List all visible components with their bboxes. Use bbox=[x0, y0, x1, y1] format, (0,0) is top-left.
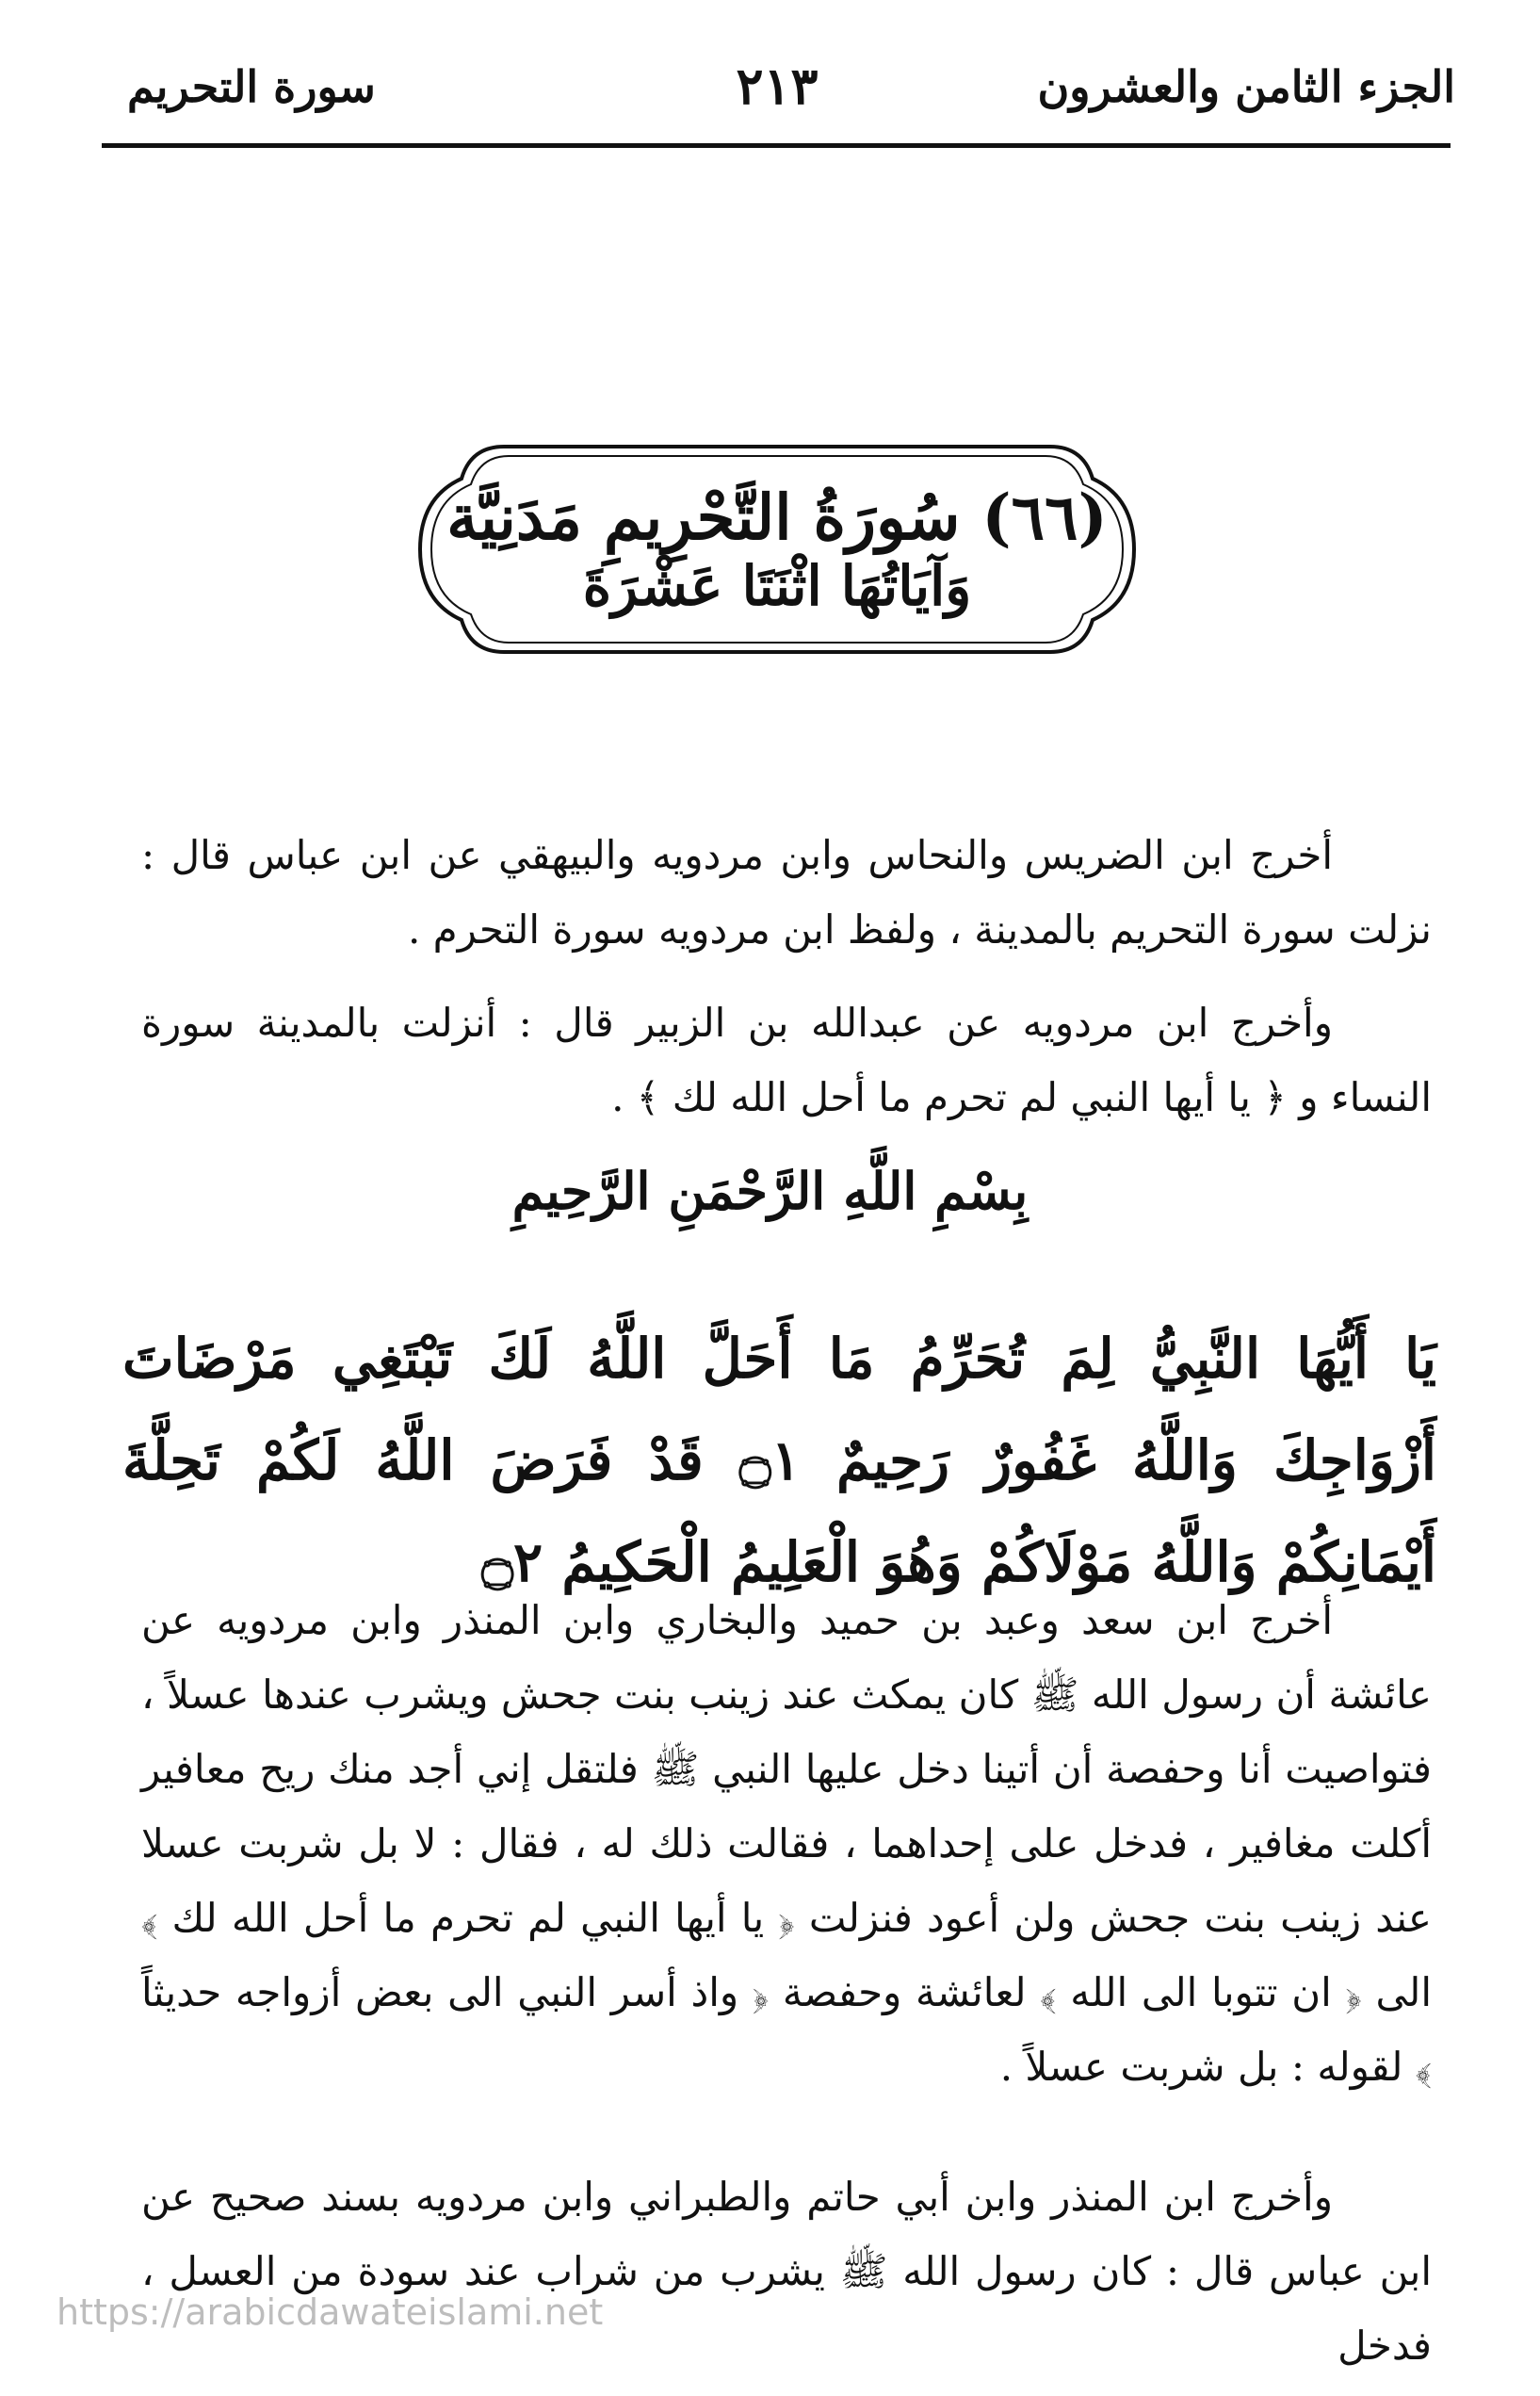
juz-label: الجزء الثامن والعشرون bbox=[1037, 61, 1455, 112]
basmala: بِسْمِ اللَّهِ الرَّحْمَنِ الرَّحِيمِ bbox=[511, 1161, 1029, 1221]
intro-paragraph-1: أخرج ابن الضريس والنحاس وابن مردويه والبيهقي عن ابن عباس قال : نزلت سورة التحريم بالمدينة ، ولفظ ابن مردويه سورة التحرم . bbox=[141, 832, 1432, 953]
commentary-paragraph-1: أخرج ابن سعد وعبد بن حميد والبخاري وابن المنذر وابن مردويه عن عائشة أن رسول الله ﷺ كان يمكث عند زينب بنت جحش ويشرب عندها عسلاً ، فتواصيت أنا وحفصة أن أتينا دخل عليها النبي ﷺ فلتقل إني أجد منك ريح معافير أكلت مغافير ، فدخل على إحداهما ، فقالت ذلك له ، فقال : لا بل شربت عسلا عند زينب بنت جحش ولن أعود فنزلت ﴿ يا أيها النبي لم تحرم ما أحل الله لك ﴾ الى ﴿ ان تتوبا الى الله ﴾ لعائشة وحفصة ﴿ واذ أسر النبي الى بعض أزواجه حديثاً ﴾ لقوله : بل شربت عسلاً . bbox=[141, 1597, 1432, 2090]
surah-title: (٦٦) سُورَةُ التَّحْرِيمِ مَدَنِيَّة bbox=[446, 481, 1108, 554]
quran-verses: يَا أَيُّهَا النَّبِيُّ لِمَ تُحَرِّمُ مَا أَحَلَّ اللَّهُ لَكَ تَبْتَغِي مَرْضَاتَ أَزْوَاجِكَ وَاللَّهُ غَفُورٌ رَحِيمٌ ۝١ قَدْ فَرَضَ اللَّهُ لَكُمْ تَحِلَّةَ أَيْمَانِكُمْ وَاللَّهُ مَوْلَاكُمْ وَهُوَ الْعَلِيمُ الْحَكِيمُ ۝٢ bbox=[122, 1327, 1436, 1594]
commentary-paragraph-2: وأخرج ابن المنذر وابن أبي حاتم والطبراني وابن مردويه بسند صحيح عن ابن عباس قال : كان رسول الله ﷺ يشرب من شراب عند سودة من العسل ، فدخل bbox=[141, 2174, 1432, 2369]
running-header bbox=[99, 52, 1455, 137]
verse-count: وَآيَاتُهَا اثْنَتَا عَشْرَةَ bbox=[582, 554, 972, 618]
watermark-url: https://arabicdawateislami.net bbox=[57, 2291, 604, 2333]
header-rule bbox=[102, 143, 1451, 148]
surah-label: سورة التحريم bbox=[127, 61, 376, 112]
intro-paragraph-2: وأخرج ابن مردويه عن عبدالله بن الزبير قال : أنزلت بالمدينة سورة النساء و ﴿ يا أيها النبي لم تحرم ما أحل الله لك ﴾ . bbox=[141, 1000, 1432, 1120]
surah-title-cartouche bbox=[414, 441, 1140, 658]
page-number: ٢١٣ bbox=[736, 56, 819, 116]
